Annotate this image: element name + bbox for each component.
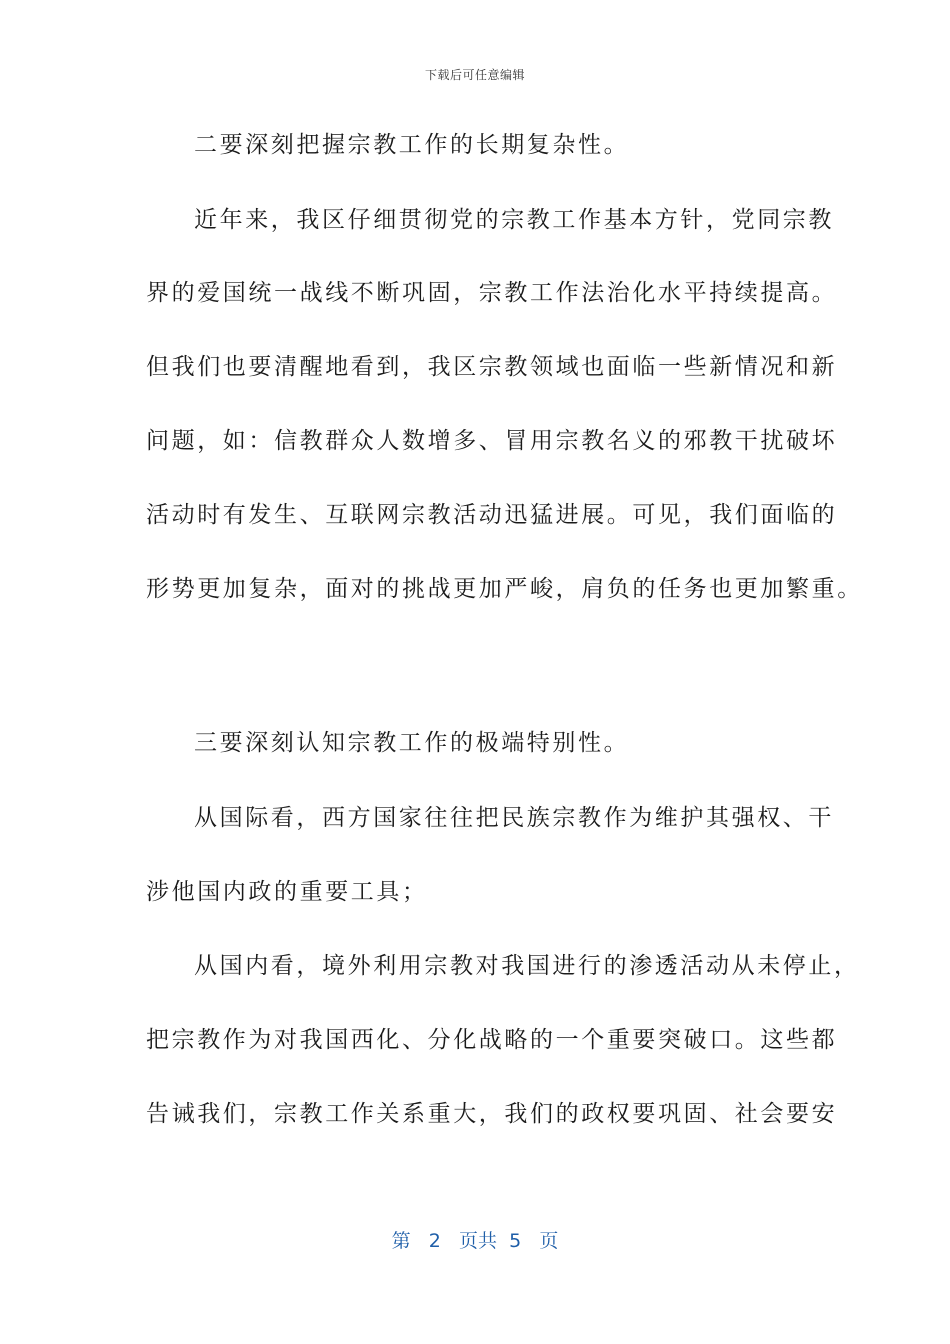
- page-header: 下载后可任意编辑: [424, 68, 525, 82]
- paragraph-line: 从国内看，境外利用宗教对我国进行的渗透活动从未停止，: [194, 953, 860, 979]
- paragraph-line: 问题，如：信教群众人数增多、冒用宗教名义的邪教干扰破坏: [146, 428, 838, 454]
- paragraph-line: 界的爱国统一战线不断巩固，宗教工作法治化水平持续提高。: [146, 280, 838, 306]
- footer-suffix: 页: [539, 1230, 559, 1252]
- page-footer: [0, 1226, 950, 1253]
- paragraph-heading-3: 三要深刻认知宗教工作的极端特别性。: [194, 730, 630, 756]
- paragraph-line: 从国际看，西方国家往往把民族宗教作为维护其强权、干: [194, 805, 834, 831]
- paragraph-line: 告诫我们，宗教工作关系重大，我们的政权要巩固、社会要安: [146, 1101, 838, 1127]
- footer-middle: 页共: [459, 1230, 498, 1252]
- paragraph-heading-2: 二要深刻把握宗教工作的长期复杂性。: [194, 132, 630, 158]
- paragraph-line: 把宗教作为对我国西化、分化战略的一个重要突破口。这些都: [146, 1027, 838, 1053]
- total-page-number: 5: [509, 1230, 522, 1252]
- paragraph-line: 但我们也要清醒地看到，我区宗教领域也面临一些新情况和新: [146, 354, 838, 380]
- paragraph-line: 近年来，我区仔细贯彻党的宗教工作基本方针，党同宗教: [194, 207, 834, 233]
- paragraph-line: 活动时有发生、互联网宗教活动迅猛进展。可见，我们面临的: [146, 502, 838, 528]
- paragraph-line: 涉他国内政的重要工具；: [146, 879, 428, 905]
- footer-prefix: 第: [391, 1230, 411, 1252]
- current-page-number: 2: [428, 1230, 441, 1252]
- paragraph-line: 形势更加复杂，面对的挑战更加严峻，肩负的任务也更加繁重。: [146, 576, 863, 602]
